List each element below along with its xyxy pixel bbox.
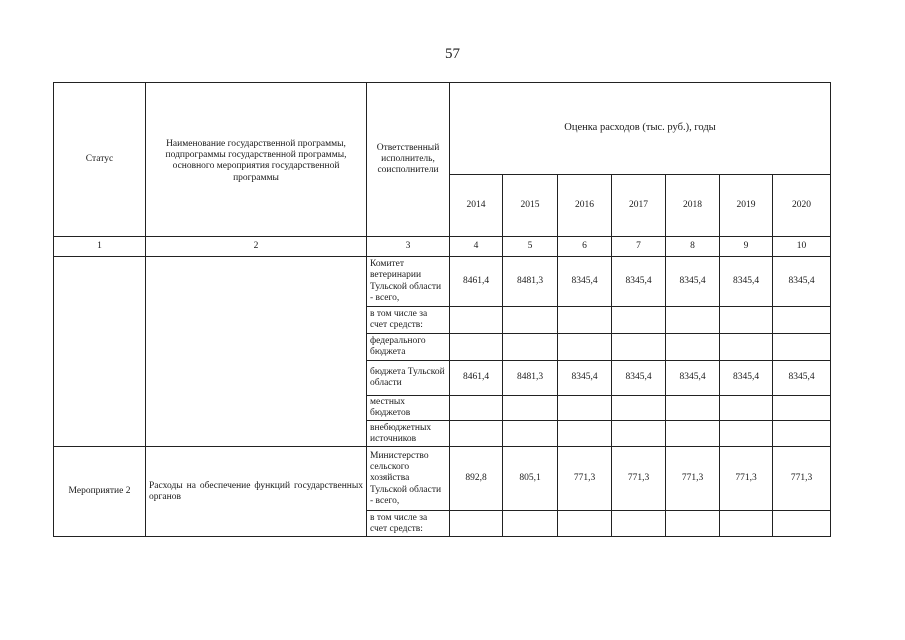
value-cell xyxy=(558,421,612,447)
column-number: 5 xyxy=(503,237,558,257)
value-cell: 805,1 xyxy=(503,447,558,511)
value-cell xyxy=(666,396,720,421)
expenses-table xyxy=(53,82,831,537)
value-cell: 8345,4 xyxy=(558,361,612,396)
column-number: 6 xyxy=(558,237,612,257)
value-cell xyxy=(558,396,612,421)
value-cell xyxy=(450,334,503,361)
table-row xyxy=(54,447,831,511)
value-cell xyxy=(612,511,666,537)
value-cell: 8345,4 xyxy=(558,257,612,307)
executor-cell: местных бюджетов xyxy=(367,396,450,421)
value-cell: 8345,4 xyxy=(666,257,720,307)
executor-cell: федерального бюджета xyxy=(367,334,450,361)
executor-cell: Министерство сельского хозяйства Тульской области - всего, xyxy=(367,447,450,511)
year-cell: 2019 xyxy=(720,175,773,237)
year-cell: 2015 xyxy=(503,175,558,237)
value-cell: 771,3 xyxy=(558,447,612,511)
value-cell xyxy=(558,511,612,537)
value-cell xyxy=(720,396,773,421)
value-cell xyxy=(503,421,558,447)
header-row xyxy=(54,83,831,175)
value-cell xyxy=(666,307,720,334)
column-numbers-row xyxy=(54,237,831,257)
value-cell xyxy=(666,334,720,361)
value-cell: 771,3 xyxy=(720,447,773,511)
program-name-cell-empty xyxy=(146,257,367,447)
value-cell xyxy=(450,511,503,537)
executor-cell: в том числе за счет средств: xyxy=(367,307,450,334)
value-cell xyxy=(720,334,773,361)
value-cell: 8345,4 xyxy=(666,361,720,396)
value-cell xyxy=(503,511,558,537)
value-cell xyxy=(450,396,503,421)
column-number: 10 xyxy=(773,237,831,257)
value-cell: 771,3 xyxy=(666,447,720,511)
column-number: 3 xyxy=(367,237,450,257)
value-cell: 8345,4 xyxy=(773,361,831,396)
column-number: 9 xyxy=(720,237,773,257)
status-cell: Мероприятие 2 xyxy=(54,447,146,537)
value-cell: 8345,4 xyxy=(612,257,666,307)
value-cell xyxy=(558,334,612,361)
column-number: 1 xyxy=(54,237,146,257)
value-cell xyxy=(612,396,666,421)
value-cell: 8461,4 xyxy=(450,257,503,307)
year-cell: 2016 xyxy=(558,175,612,237)
value-cell xyxy=(612,421,666,447)
header-status: Статус xyxy=(54,83,146,237)
column-number: 4 xyxy=(450,237,503,257)
value-cell: 8345,4 xyxy=(720,361,773,396)
value-cell: 771,3 xyxy=(612,447,666,511)
value-cell: 8345,4 xyxy=(612,361,666,396)
value-cell xyxy=(666,421,720,447)
value-cell xyxy=(558,307,612,334)
value-cell: 8481,3 xyxy=(503,361,558,396)
value-cell: 8461,4 xyxy=(450,361,503,396)
header-program-name: Наименование государственной программы, подпрограммы государственной программы, основного мероприятия государственной программы xyxy=(146,83,367,237)
value-cell xyxy=(612,307,666,334)
year-cell: 2014 xyxy=(450,175,503,237)
year-cell: 2017 xyxy=(612,175,666,237)
value-cell xyxy=(450,421,503,447)
page-number: 57 xyxy=(445,46,460,62)
value-cell: 771,3 xyxy=(773,447,831,511)
column-number: 7 xyxy=(612,237,666,257)
year-cell: 2020 xyxy=(773,175,831,237)
column-number: 8 xyxy=(666,237,720,257)
value-cell xyxy=(612,334,666,361)
value-cell: 8481,3 xyxy=(503,257,558,307)
header-executor: Ответственный исполнитель, соисполнители xyxy=(367,83,450,237)
table-row xyxy=(54,257,831,307)
value-cell xyxy=(503,396,558,421)
column-number: 2 xyxy=(146,237,367,257)
value-cell xyxy=(503,334,558,361)
executor-cell: бюджета Тульской области xyxy=(367,361,450,396)
executor-cell: в том числе за счет средств: xyxy=(367,511,450,537)
value-cell xyxy=(773,334,831,361)
value-cell xyxy=(503,307,558,334)
value-cell xyxy=(720,421,773,447)
year-cell: 2018 xyxy=(666,175,720,237)
value-cell xyxy=(773,307,831,334)
value-cell: 8345,4 xyxy=(773,257,831,307)
program-name-cell: Расходы на обеспечение функций государственных органов xyxy=(146,447,367,537)
value-cell xyxy=(720,511,773,537)
value-cell xyxy=(773,421,831,447)
value-cell xyxy=(450,307,503,334)
value-cell xyxy=(666,511,720,537)
status-cell-empty xyxy=(54,257,146,447)
executor-cell: внебюджетных источников xyxy=(367,421,450,447)
value-cell: 8345,4 xyxy=(720,257,773,307)
value-cell xyxy=(773,396,831,421)
value-cell: 892,8 xyxy=(450,447,503,511)
header-expense-estimate: Оценка расходов (тыс. руб.), годы xyxy=(450,83,831,175)
value-cell xyxy=(773,511,831,537)
value-cell xyxy=(720,307,773,334)
executor-cell: Комитет ветеринарии Тульской области - всего, xyxy=(367,257,450,307)
